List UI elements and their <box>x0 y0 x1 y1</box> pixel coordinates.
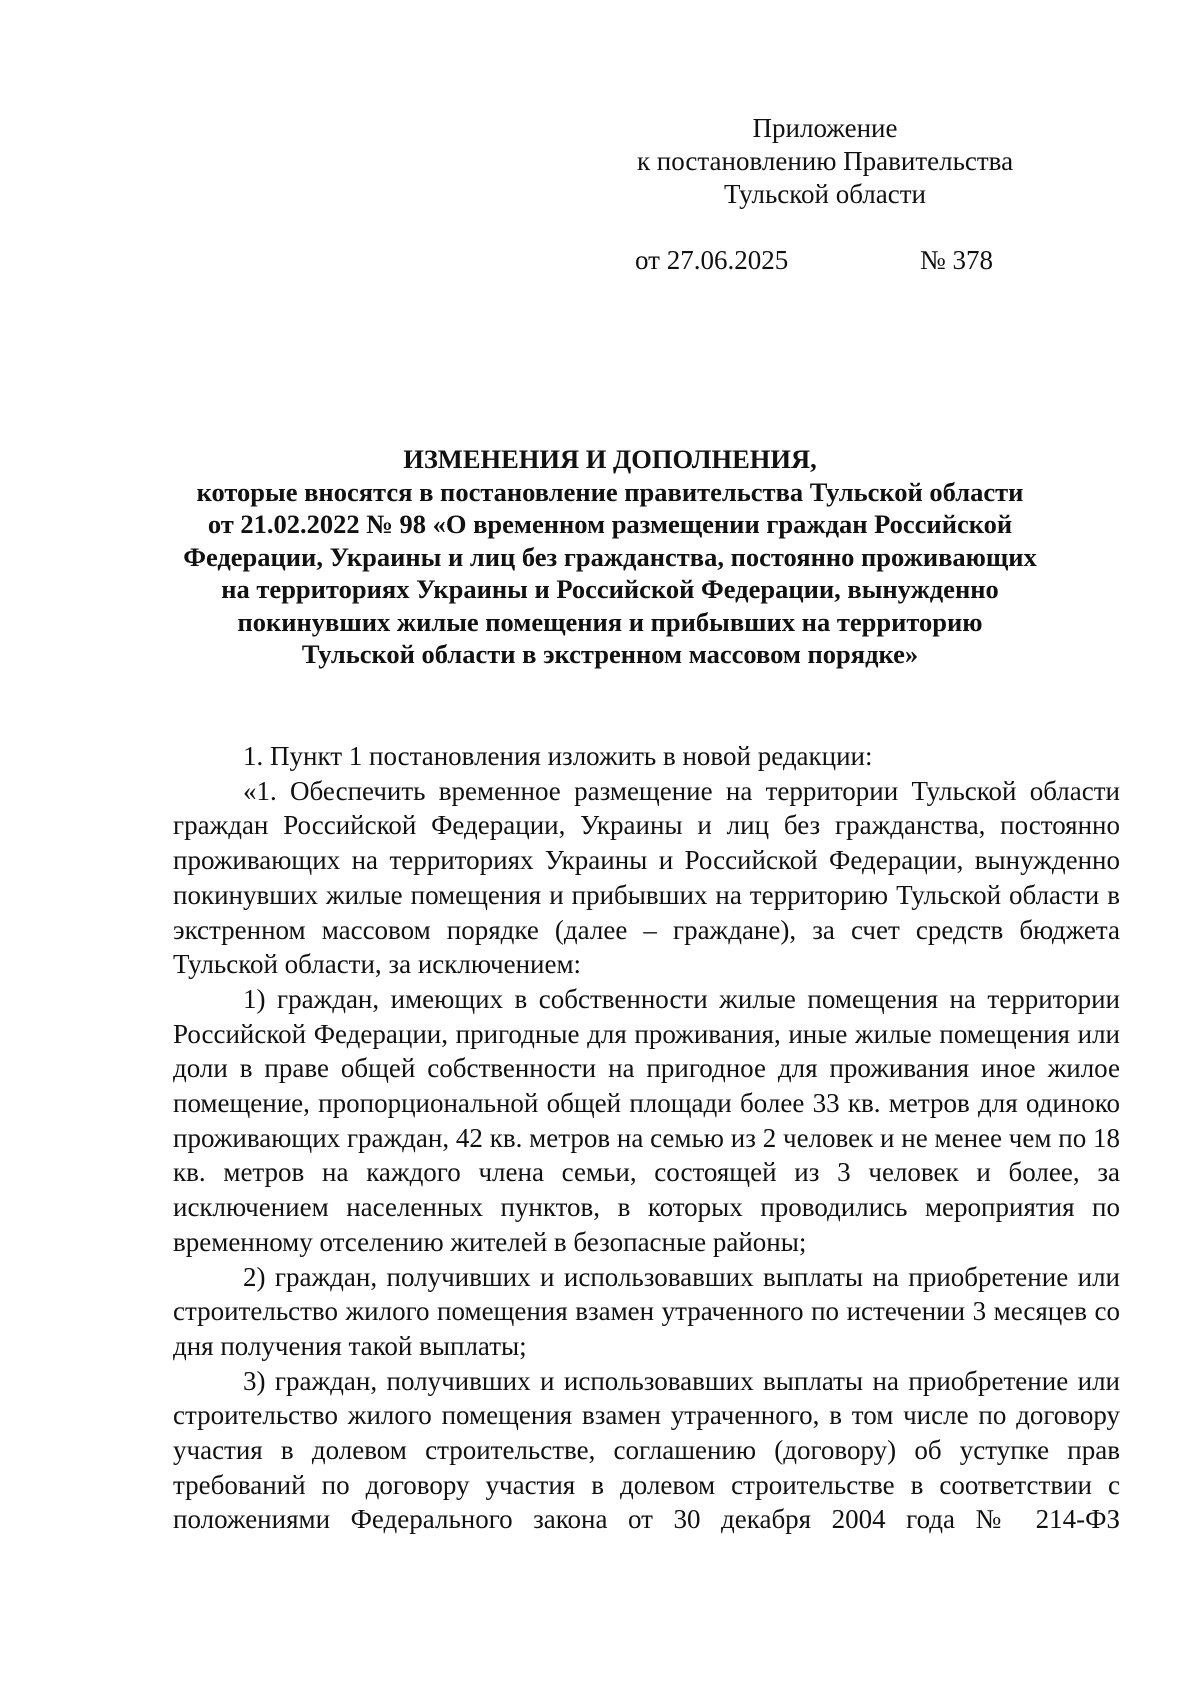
title-line: Федерации, Украины и лиц без гражданства, постоянно проживающих <box>183 541 1037 572</box>
document-body <box>173 739 1120 1537</box>
title-line: Тульской области в экстренном массовом порядке» <box>301 639 919 669</box>
paragraph-clause-1: «1. Обеспечить временное размещение на территории Тульской области граждан Российской Федерации, Украины и лиц без гражданства, постоянно проживающих на территориях Украины и Российской Федерации, вынужденно покинувших жилые помещения и прибывших на территорию Тульской области в экстренном массовом порядке (далее – граждане), за счет средств бюджета Тульской области, за исключением: <box>173 775 1120 980</box>
title-line: ИЗМЕНЕНИЯ И ДОПОЛНЕНИЯ, <box>403 444 817 474</box>
paragraph-subitem-3: 3) граждан, получивших и использовавших выплаты на приобретение или строительство жилого помещения взамен утраченного, в том числе по договору участия в долевом строительстве, соглашению (договору) об уступке прав требований по договору участия в долевом строительстве в соответствии с положениями Федерального закона от 30 декабря 2004 года № 214-ФЗ <box>173 1365 1120 1535</box>
appendix-line: к постановлению Правительства <box>636 146 1014 176</box>
document-date: от 27.06.2025 <box>635 245 789 275</box>
appendix-line: Тульской области <box>724 179 926 209</box>
appendix-line: Приложение <box>752 113 898 143</box>
paragraph-item-1: 1. Пункт 1 постановления изложить в новой редакции: <box>243 741 873 771</box>
title-line: на территориях Украины и Российской Федерации, вынужденно <box>221 574 999 604</box>
document-meta <box>635 244 993 277</box>
paragraph-subitem-2: 2) граждан, получивших и использовавших выплаты на приобретение или строительство жилого помещения взамен утраченного по истечении 3 месяцев со дня получения такой выплаты; <box>173 1261 1120 1361</box>
title-line: покинувших жилые помещения и прибывших на территорию <box>237 606 983 637</box>
document-title <box>120 443 1100 671</box>
paragraph-subitem-1: 1) граждан, имеющих в собственности жилые помещения на территории Российской Федерации, пригодные для проживания, иные жилые помещения или доли в праве общей собственности на пригодное для проживания иное жилое помещение, пропорциональной общей площади более 33 кв. метров для одиноко проживающих граждан, 42 кв. метров на семью из 2 человек и не менее чем по 18 кв. метров на каждого члена семьи, состоящей из 3 человек и более, за исключением населенных пунктов, в которых проводились мероприятия по временному отселению жителей в безопасные районы; <box>173 983 1120 1257</box>
title-line: которые вносятся в постановление правительства Тульской области <box>196 476 1024 507</box>
document-number: № 378 <box>920 245 994 275</box>
title-line: от 21.02.2022 № 98 «О временном размещении граждан Российской <box>207 509 1013 539</box>
appendix-header <box>600 112 1050 211</box>
